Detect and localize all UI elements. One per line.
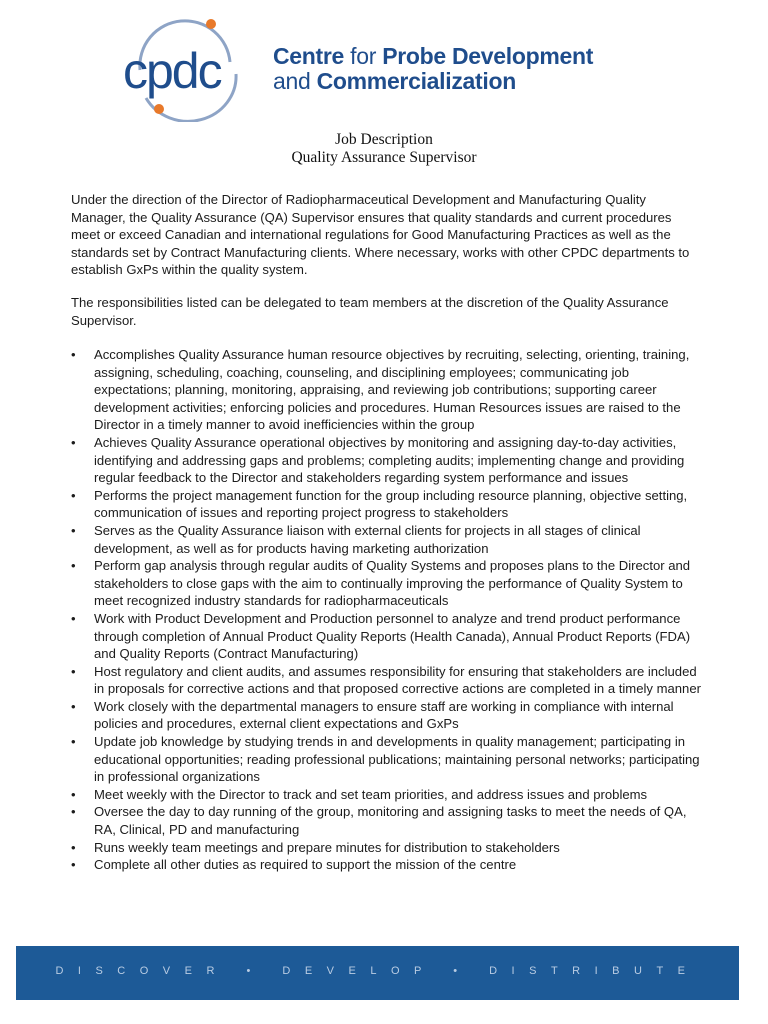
list-item-text: Complete all other duties as required to support the mission of the centre [94,857,517,873]
intro-paragraph: Under the direction of the Director of Radiopharmaceutical Development and Manufacturing Quality Manager, the Quality Assurance (QA) Supervisor ensures that quality standards and current procedures meet or exceed Canadian and international regulations for Good Manufacturing Practices as well as the standards set by Contract Manufacturing clients. Where necessary, works with other CPDC departments to establish GxPs within the quality system. [71,192,690,278]
responsibilities-list [71,346,701,874]
footer-band [16,946,739,1000]
list-item [71,487,701,522]
list-item [71,786,701,804]
bullet-glyph: • [71,734,76,750]
bullet-glyph: • [71,522,76,538]
list-item [71,346,701,434]
list-item [71,803,701,838]
list-item-text: Oversee the day to day running of the group, monitoring and assigning tasks to meet the needs of QA, RA, Clinical, PD and manufacturing [94,804,687,838]
organization-name [273,44,593,94]
list-item-text: Achieves Quality Assurance operational objectives by monitoring and assigning day-to-day activities, identifying and addressing gaps and problems; completing audits; implementing change and providing regular feedback to the Director and stakeholders regarding system performance and issues [94,434,685,486]
document-title [0,131,768,167]
bullet-glyph: • [71,786,76,802]
delegation-paragraph: The responsibilities listed can be delegated to team members at the discretion of the Quality Assurance Supervisor. [71,295,669,328]
list-item [71,733,701,786]
bullet-glyph: • [71,663,76,679]
bullet-glyph: • [71,698,76,714]
list-item [71,856,701,874]
list-item-text: Performs the project management function for the group including resource planning, objective setting, communication of issues and reporting project progress to stakeholders [94,487,688,521]
footer-tagline: DISCOVER • DEVELOP • DISTRIBUTE [55,965,700,977]
list-item [71,557,701,610]
list-item-text: Perform gap analysis through regular audits of Quality Systems and proposes plans to the Director and stakeholders to close gaps with the aim to continually improving the performance of Quality System to meet recognized industry standards for radiopharmaceuticals [94,558,691,609]
document-title-line-1: Job Description [335,131,433,148]
logo-mark: cpdc [123,43,221,99]
list-item-text: Update job knowledge by studying trends in and developments in quality management; participating in educational opportunities; reading professional publications; maintaining personal networks; participating in professional organizations [94,734,700,785]
list-item-text: Work with Product Development and Production personnel to analyze and trend product performance through completion of Annual Product Quality Reports (Health Canada), Annual Product Reports (FDA) and Quality Reports (Contract Manufacturing) [94,610,691,662]
list-item [71,698,701,733]
list-item [71,663,701,698]
bullet-glyph: • [71,558,76,574]
organization-name-line-1: Centre for Probe Development [273,43,594,69]
bullet-glyph: • [71,610,76,626]
bullet-glyph: • [71,434,76,450]
list-item-text: Host regulatory and client audits, and assumes responsibility for ensuring that stakeholders are included in proposals for corrective actions and that proposed corrective actions are completed in a timely manner [94,663,701,697]
list-item [71,522,701,557]
bullet-glyph: • [71,839,76,855]
bullet-glyph: • [71,347,76,362]
bullet-glyph: • [71,487,76,503]
cpdc-logo [118,18,248,122]
list-item-text: Serves as the Quality Assurance liaison with external clients for projects in all stages of clinical development, as well as for products having marketing authorization [94,522,641,556]
logo-dot-bottom [154,104,164,114]
list-item-text: Work closely with the departmental managers to ensure staff are working in compliance with internal policies and procedures, external client expectations and GxPs [94,698,674,732]
organization-name-line-2: and Commercialization [273,68,516,94]
list-item [71,839,701,857]
logo-dot-top [206,19,216,29]
list-item-text: Runs weekly team meetings and prepare minutes for distribution to stakeholders [94,839,560,855]
list-item-text: Accomplishes Quality Assurance human resource objectives by recruiting, selecting, orienting, training, assigning, scheduling, coaching, counseling, and disciplining employees; communicating job expectations; planning, monitoring, appraising, and reviewing job contributions; supporting career development activities; enforcing policies and procedures. Human Resources issues are raised to the Director in a timely manner to avoid inefficiencies within the group [94,347,690,433]
bullet-glyph: • [71,804,76,820]
list-item-text: Meet weekly with the Director to track and set team priorities, and address issues and problems [94,786,648,802]
bullet-glyph: • [71,857,76,873]
list-item [71,434,701,487]
letterhead [118,18,678,122]
document-title-line-2: Quality Assurance Supervisor [291,149,477,166]
list-item [71,610,701,663]
